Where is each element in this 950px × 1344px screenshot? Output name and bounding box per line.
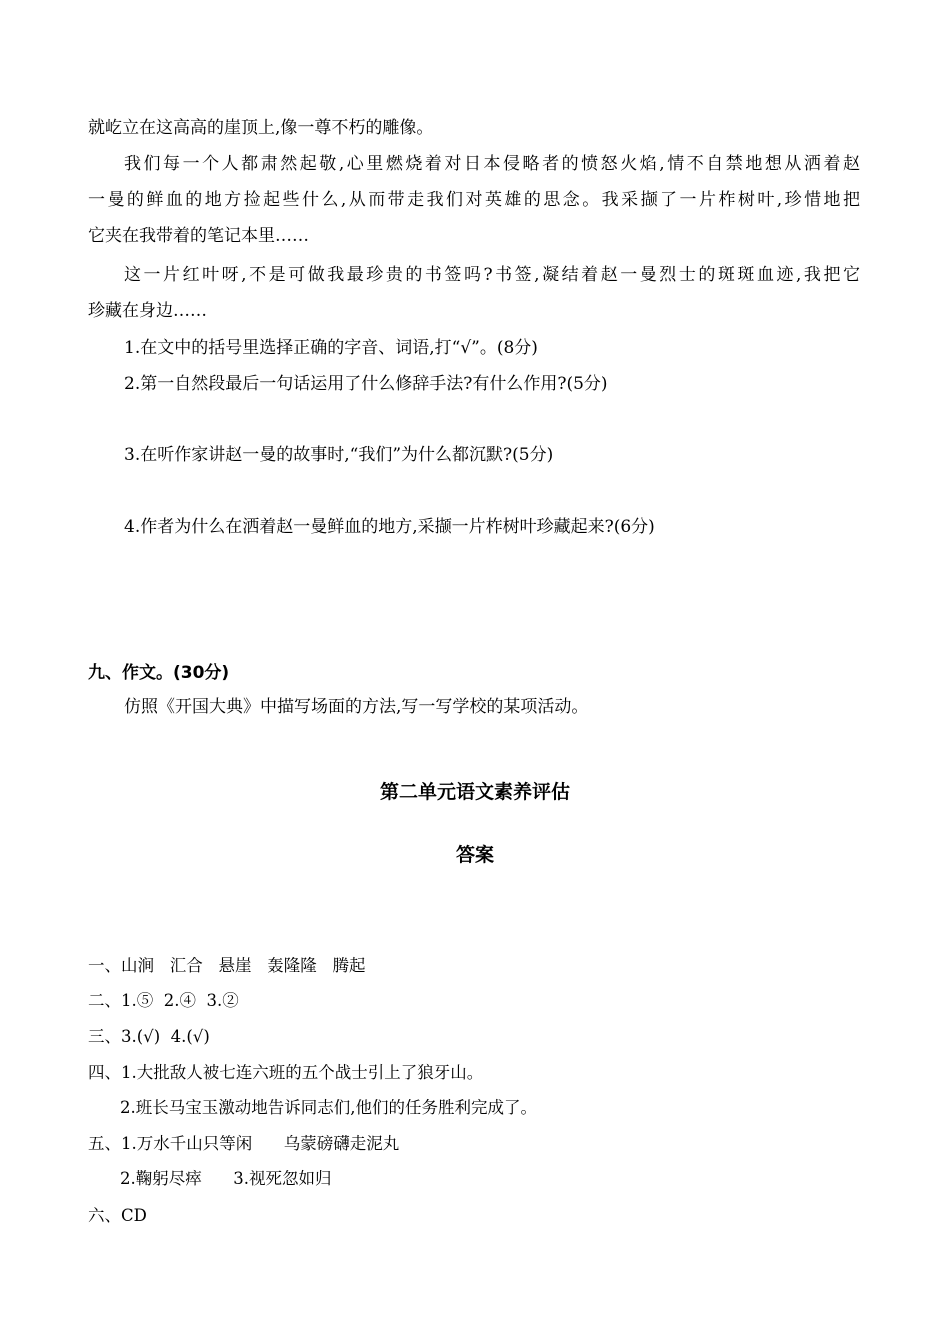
passage-paragraph-3-line-2: 珍藏在身边…… — [88, 301, 207, 321]
question-3: 3.在听作家讲赵一曼的故事时,“我们”为什么都沉默?(5分) — [124, 445, 554, 465]
answer-2: 二、1.⑤ 2.④ 3.② — [88, 991, 239, 1010]
question-1: 1.在文中的括号里选择正确的字音、词语,打“√”。(8分) — [124, 338, 538, 358]
composition-heading: 九、作文。(30分) — [88, 663, 230, 683]
passage-paragraph-2-line-1: 我们每一个人都肃然起敬,心里燃烧着对日本侵略者的愤怒火焰,情不自禁地想从洒着赵 — [124, 154, 860, 174]
answer-3: 三、3.(√) 4.(√) — [88, 1027, 210, 1046]
passage-paragraph-1-tail: 就屹立在这高高的崖顶上,像一尊不朽的雕像。 — [88, 118, 434, 138]
passage-paragraph-2-line-3: 它夹在我带着的笔记本里…… — [88, 226, 309, 246]
answer-section-title: 第二单元语文素养评估 — [379, 781, 570, 803]
answer-4-item-1: 四、1.大批敌人被七连六班的五个战士引上了狼牙山。 — [88, 1063, 484, 1082]
passage-paragraph-2-line-2: 一曼的鲜血的地方捡起些什么,从而带走我们对英雄的思念。我采撷了一片柞树叶,珍惜地把 — [88, 190, 860, 210]
question-2: 2.第一自然段最后一句话运用了什么修辞手法?有什么作用?(5分) — [124, 374, 608, 394]
answer-5-item-1: 五、1.万水千山只等闲 乌蒙磅礴走泥丸 — [88, 1134, 400, 1153]
answer-4-item-2: 2.班长马宝玉激动地告诉同志们,他们的任务胜利完成了。 — [120, 1098, 537, 1117]
answer-6: 六、CD — [88, 1206, 147, 1225]
composition-prompt: 仿照《开国大典》中描写场面的方法,写一写学校的某项活动。 — [124, 697, 589, 717]
question-4: 4.作者为什么在洒着赵一曼鲜血的地方,采撷一片柞树叶珍藏起来?(6分) — [124, 517, 655, 537]
answer-section-subtitle: 答案 — [455, 844, 494, 866]
answer-1: 一、山涧 汇合 悬崖 轰隆隆 腾起 — [88, 956, 366, 975]
passage-paragraph-3-line-1: 这一片红叶呀,不是可做我最珍贵的书签吗?书签,凝结着赵一曼烈士的斑斑血迹,我把它 — [124, 265, 860, 285]
answer-5-item-2: 2.鞠躬尽瘁 3.视死忽如归 — [120, 1169, 332, 1188]
